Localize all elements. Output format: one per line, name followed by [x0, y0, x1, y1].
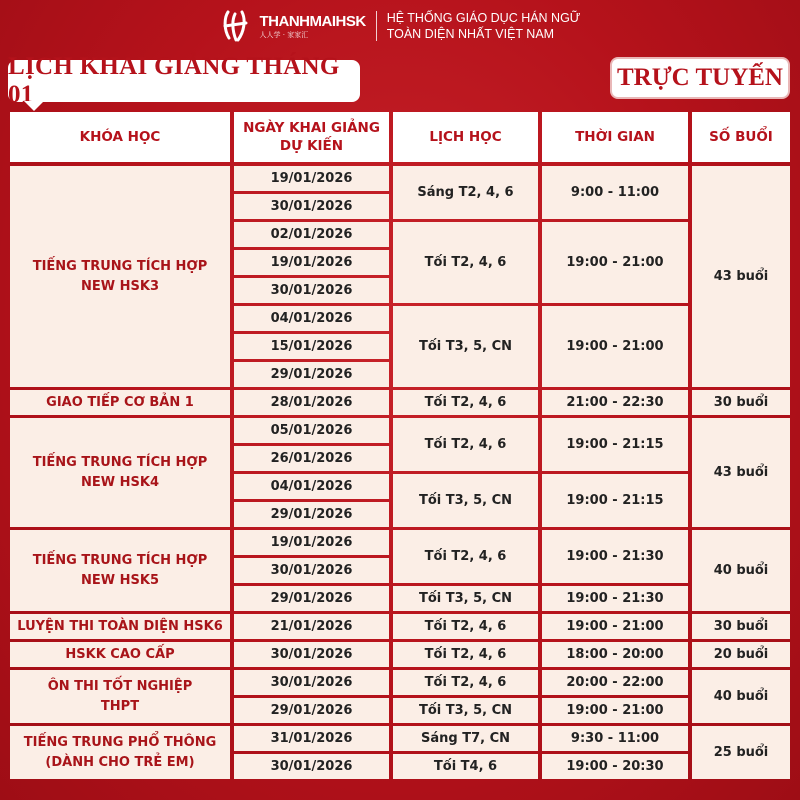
schedule-days: Tối T2, 4, 6: [393, 222, 538, 303]
brand-tagline: 人人学 · 家家汇: [259, 30, 309, 39]
class-time: 20:00 - 22:00: [542, 670, 688, 695]
session-count: 40 buổi: [692, 670, 790, 723]
class-time: 19:00 - 21:30: [542, 586, 688, 611]
start-date: 30/01/2026: [234, 642, 389, 667]
col-header-schedule: LỊCH HỌC: [393, 112, 538, 162]
course-name: GIAO TIẾP CƠ BẢN 1: [10, 390, 230, 415]
start-date: 19/01/2026: [234, 250, 389, 275]
course-name-line-1: TIẾNG TRUNG TÍCH HỢP: [32, 552, 208, 568]
start-date: 15/01/2026: [234, 334, 389, 359]
start-date: 04/01/2026: [234, 306, 389, 331]
start-date: 21/01/2026: [234, 614, 389, 639]
slogan: [387, 10, 581, 42]
schedule-days: Tối T2, 4, 6: [393, 390, 538, 415]
start-date: 26/01/2026: [234, 446, 389, 471]
start-date: 19/01/2026: [234, 166, 389, 191]
col-header-date: [234, 112, 389, 162]
course-name-line-1: TIẾNG TRUNG TÍCH HỢP: [32, 258, 208, 274]
course-name-line-1: TIẾNG TRUNG TÍCH HỢP: [32, 454, 208, 470]
session-count: 25 buổi: [692, 726, 790, 779]
start-date: 30/01/2026: [234, 194, 389, 219]
page-title: LỊCH KHAI GIẢNG THÁNG 01: [8, 60, 360, 102]
course-name-line-2: THPT: [100, 698, 140, 714]
schedule-days: Tối T3, 5, CN: [393, 306, 538, 387]
course-name-line-2: NEW HSK5: [81, 572, 159, 588]
class-time: 21:00 - 22:30: [542, 390, 688, 415]
course-name-line-1: ÔN THI TỐT NGHIỆP: [47, 678, 193, 694]
brand-name: THANHMAIHSK: [259, 12, 366, 30]
schedule-days: Tối T2, 4, 6: [393, 614, 538, 639]
schedule-days: Tối T4, 6: [393, 754, 538, 779]
class-time: 18:00 - 20:00: [542, 642, 688, 667]
course-name: [10, 530, 230, 611]
session-count: 43 buổi: [692, 166, 790, 387]
course-name-line-2: NEW HSK3: [81, 278, 159, 294]
brand-header: [0, 0, 800, 52]
schedule-days: Tối T2, 4, 6: [393, 418, 538, 471]
start-date: 29/01/2026: [234, 502, 389, 527]
schedule-days: Tối T2, 4, 6: [393, 670, 538, 695]
course-name: [10, 726, 230, 779]
session-count: 43 buổi: [692, 418, 790, 527]
course-name: [10, 670, 230, 723]
schedule-days: Tối T2, 4, 6: [393, 642, 538, 667]
course-name: [10, 166, 230, 387]
col-header-time: THỜI GIAN: [542, 112, 688, 162]
course-name-line-2: NEW HSK4: [81, 474, 159, 490]
schedule-days: Tối T2, 4, 6: [393, 530, 538, 583]
start-date: 30/01/2026: [234, 278, 389, 303]
col-header-date-line-2: DỰ KIẾN: [279, 138, 344, 154]
start-date: 30/01/2026: [234, 670, 389, 695]
slogan-line-2: TOÀN DIỆN NHẤT VIỆT NAM: [386, 27, 555, 41]
class-time: 19:00 - 21:15: [542, 474, 688, 527]
session-count: 30 buổi: [692, 614, 790, 639]
session-count: 20 buổi: [692, 642, 790, 667]
start-date: 19/01/2026: [234, 530, 389, 555]
start-date: 02/01/2026: [234, 222, 389, 247]
start-date: 31/01/2026: [234, 726, 389, 751]
header-divider: [376, 11, 377, 41]
course-name: HSKK CAO CẤP: [10, 642, 230, 667]
session-count: 30 buổi: [692, 390, 790, 415]
schedule-days: Sáng T2, 4, 6: [393, 166, 538, 219]
start-date: 05/01/2026: [234, 418, 389, 443]
start-date: 29/01/2026: [234, 698, 389, 723]
class-time: 9:30 - 11:00: [542, 726, 688, 751]
logo-icon: [220, 10, 250, 42]
start-date: 29/01/2026: [234, 586, 389, 611]
start-date: 04/01/2026: [234, 474, 389, 499]
start-date: 30/01/2026: [234, 754, 389, 779]
class-time: 19:00 - 20:30: [542, 754, 688, 779]
schedule-days: Tối T3, 5, CN: [393, 698, 538, 723]
schedule-days: Tối T3, 5, CN: [393, 586, 538, 611]
class-time: 19:00 - 21:15: [542, 418, 688, 471]
class-time: 19:00 - 21:30: [542, 530, 688, 583]
course-name: [10, 418, 230, 527]
col-header-sessions: SỐ BUỔI: [692, 112, 790, 162]
col-header-date-line-1: NGÀY KHAI GIẢNG: [243, 120, 380, 136]
class-time: 19:00 - 21:00: [542, 698, 688, 723]
class-time: 19:00 - 21:00: [542, 614, 688, 639]
session-count: 40 buổi: [692, 530, 790, 611]
start-date: 28/01/2026: [234, 390, 389, 415]
course-name: LUYỆN THI TOÀN DIỆN HSK6: [10, 614, 230, 639]
start-date: 29/01/2026: [234, 362, 389, 387]
course-name-line-1: TIẾNG TRUNG PHỔ THÔNG: [23, 734, 217, 750]
class-time: 9:00 - 11:00: [542, 166, 688, 219]
class-time: 19:00 - 21:00: [542, 306, 688, 387]
course-name-line-2: (DÀNH CHO TRẺ EM): [45, 754, 195, 770]
mode-badge: TRỰC TUYẾN: [610, 57, 790, 99]
slogan-line-1: HỆ THỐNG GIÁO DỤC HÁN NGỮ: [386, 11, 581, 25]
schedule-days: Sáng T7, CN: [393, 726, 538, 751]
col-header-course: KHÓA HỌC: [10, 112, 230, 162]
class-time: 19:00 - 21:00: [542, 222, 688, 303]
logo-text: [260, 14, 366, 39]
start-date: 30/01/2026: [234, 558, 389, 583]
schedule-days: Tối T3, 5, CN: [393, 474, 538, 527]
